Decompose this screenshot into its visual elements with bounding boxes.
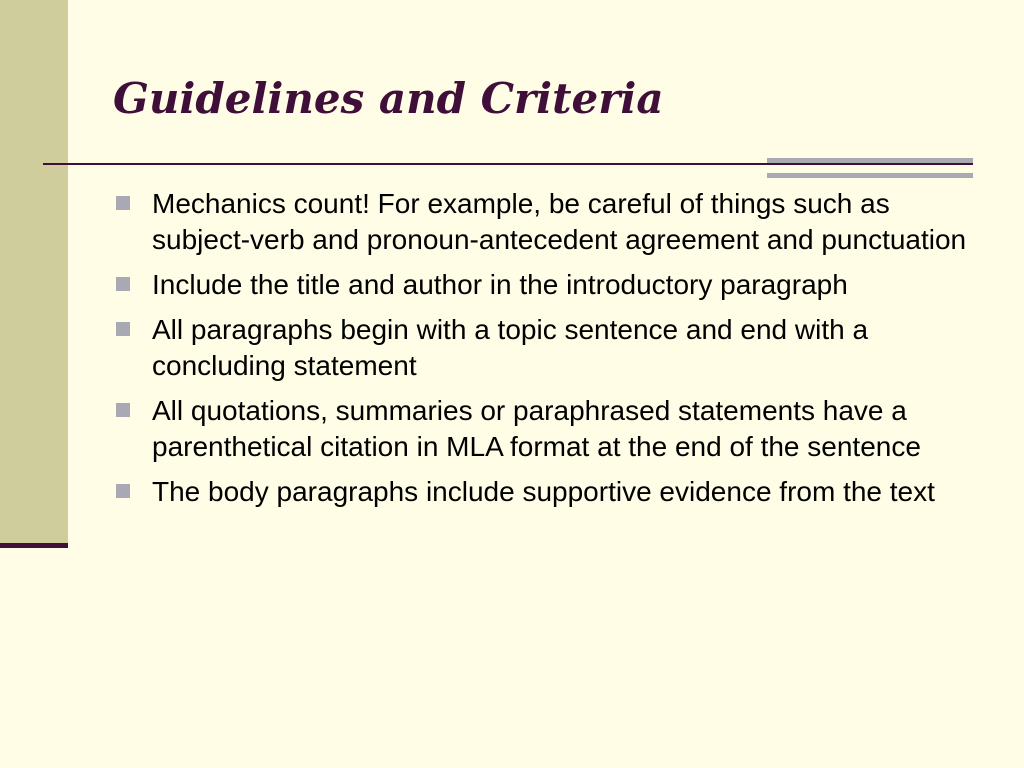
square-bullet-icon (116, 484, 130, 498)
bullet-text: All quotations, summaries or paraphrased statements have a parenthetical citation in MLA format at the end of the sentence (152, 395, 921, 462)
left-accent-line (0, 543, 68, 548)
bullet-text: Include the title and author in the introductory paragraph (152, 269, 848, 300)
bullet-item (113, 186, 973, 258)
bullet-item (113, 312, 973, 384)
bullet-text: The body paragraphs include supportive evidence from the text (152, 476, 935, 507)
bullet-item (113, 267, 973, 303)
square-bullet-icon (116, 322, 130, 336)
square-bullet-icon (116, 403, 130, 417)
bullet-item (113, 393, 973, 465)
bullet-text: Mechanics count! For example, be careful of things such as subject-verb and pronoun-antecedent agreement and punctuation (152, 188, 967, 255)
bullet-item (113, 474, 973, 510)
square-bullet-icon (116, 277, 130, 291)
title-divider-line (43, 163, 973, 165)
bullet-list (113, 186, 973, 519)
slide-title: Guidelines and Criteria (113, 74, 664, 123)
decorative-bar-top (767, 158, 973, 163)
bullet-text: All paragraphs begin with a topic sentence and end with a concluding statement (152, 314, 869, 381)
left-decorative-band (0, 0, 68, 543)
decorative-bar-bottom (767, 173, 973, 178)
square-bullet-icon (116, 196, 130, 210)
